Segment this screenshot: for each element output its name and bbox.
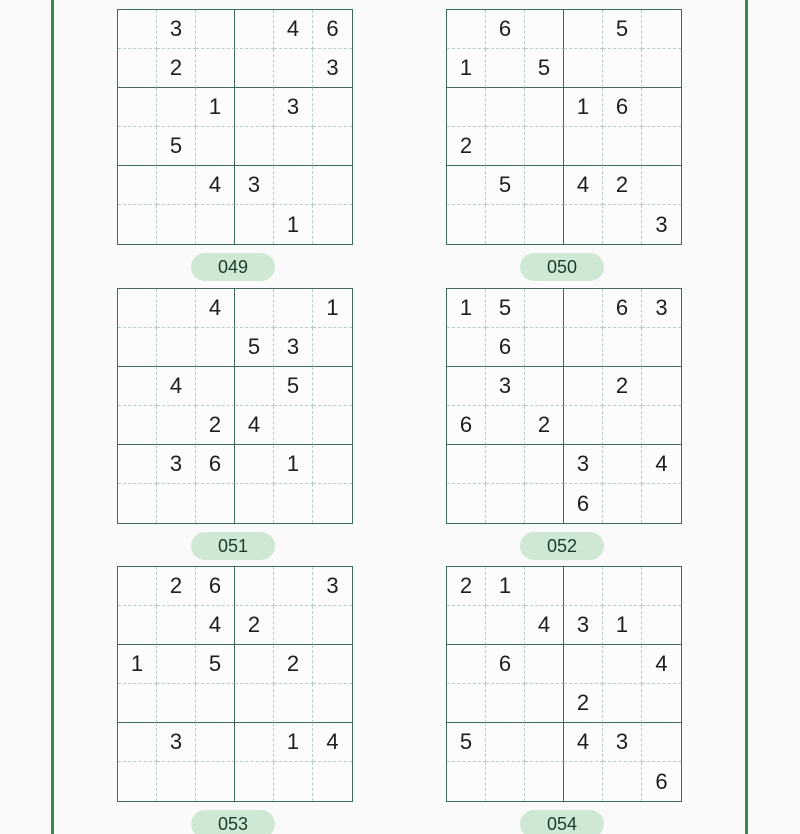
sudoku-cell-r1-c3[interactable] xyxy=(525,10,564,49)
sudoku-cell-r4-c1: 6 xyxy=(447,406,486,445)
sudoku-cell-r3-c2: 4 xyxy=(157,367,196,406)
sudoku-cell-r3-c4[interactable] xyxy=(564,367,603,406)
sudoku-cell-r1-c4[interactable] xyxy=(564,567,603,606)
sudoku-cell-r5-c5[interactable] xyxy=(603,445,642,484)
sudoku-cell-r5-c3: 6 xyxy=(196,445,235,484)
sudoku-cell-r1-c3[interactable] xyxy=(525,567,564,606)
sudoku-cell-r6-c5[interactable] xyxy=(274,484,313,523)
sudoku-cell-r5-c2[interactable] xyxy=(486,445,525,484)
sudoku-cell-r3-c5: 2 xyxy=(603,367,642,406)
sudoku-cell-r1-c4[interactable] xyxy=(235,567,274,606)
sudoku-cell-r4-c5[interactable] xyxy=(603,684,642,723)
sudoku-cell-r6-c3[interactable] xyxy=(196,205,235,244)
sudoku-cell-r3-c2[interactable] xyxy=(157,645,196,684)
sudoku-cell-r2-c4: 3 xyxy=(564,606,603,645)
sudoku-cell-r6-c1[interactable] xyxy=(118,484,157,523)
sudoku-cell-r1-c4[interactable] xyxy=(564,289,603,328)
sudoku-puzzle-052 xyxy=(446,288,682,556)
sudoku-cell-r4-c2[interactable] xyxy=(486,684,525,723)
sudoku-cell-r4-c1: 2 xyxy=(447,127,486,166)
sudoku-cell-r1-c6: 1 xyxy=(313,289,352,328)
sudoku-cell-r6-c2[interactable] xyxy=(486,484,525,523)
sudoku-cell-r6-c2[interactable] xyxy=(157,762,196,801)
sudoku-cell-r4-c3[interactable] xyxy=(196,684,235,723)
sudoku-cell-r4-c5[interactable] xyxy=(274,127,313,166)
sudoku-cell-r5-c2: 3 xyxy=(157,445,196,484)
sudoku-cell-r2-c5[interactable] xyxy=(603,328,642,367)
sudoku-cell-r3-c3[interactable] xyxy=(525,367,564,406)
sudoku-cell-r1-c5: 5 xyxy=(603,10,642,49)
sudoku-cell-r4-c3: 2 xyxy=(525,406,564,445)
sudoku-cell-r1-c6[interactable] xyxy=(642,10,681,49)
sudoku-cell-r3-c5: 5 xyxy=(274,367,313,406)
sudoku-cell-r2-c2[interactable] xyxy=(486,49,525,88)
sudoku-cell-r3-c4: 1 xyxy=(564,88,603,127)
sudoku-cell-r6-c6[interactable] xyxy=(313,205,352,244)
sudoku-cell-r1-c1[interactable] xyxy=(118,10,157,49)
sudoku-cell-r1-c4[interactable] xyxy=(235,10,274,49)
sudoku-cell-r6-c6: 3 xyxy=(655,211,668,237)
sudoku-cell-r1-c2: 2 xyxy=(157,567,196,606)
sudoku-cell-r1-c2: 3 xyxy=(157,10,196,49)
sudoku-cell-r5-c2[interactable] xyxy=(486,723,525,762)
border-line-left xyxy=(51,0,54,834)
sudoku-cell-r6-c4: 6 xyxy=(564,484,603,523)
sudoku-cell-r6-c3[interactable] xyxy=(196,484,235,523)
sudoku-cell-r5-c3[interactable] xyxy=(525,166,564,205)
sudoku-cell-r2-c2[interactable] xyxy=(157,606,196,645)
sudoku-grid xyxy=(446,288,682,524)
sudoku-puzzle-054 xyxy=(446,566,682,834)
sudoku-cell-r6-c3[interactable] xyxy=(525,484,564,523)
sudoku-cell-r2-c1[interactable] xyxy=(447,328,486,367)
sudoku-cell-r3-c4[interactable] xyxy=(235,367,274,406)
sudoku-puzzle-053 xyxy=(117,566,353,834)
sudoku-cell-r3-c1[interactable] xyxy=(447,645,486,684)
sudoku-cell-r3-c1[interactable] xyxy=(118,367,157,406)
sudoku-cell-r3-c3[interactable] xyxy=(196,367,235,406)
sudoku-cell-r4-c4[interactable] xyxy=(235,684,274,723)
sudoku-cell-r2-c5[interactable] xyxy=(274,606,313,645)
sudoku-cell-r4-c4[interactable] xyxy=(564,127,603,166)
sudoku-cell-r1-c4[interactable] xyxy=(235,289,274,328)
sudoku-cell-r2-c2: 2 xyxy=(157,49,196,88)
sudoku-cell-r4-c6[interactable] xyxy=(642,684,681,723)
sudoku-grid xyxy=(446,566,682,802)
sudoku-puzzle-050 xyxy=(446,9,682,277)
sudoku-cell-r1-c6[interactable] xyxy=(642,567,681,606)
sudoku-cell-r4-c4[interactable] xyxy=(564,406,603,445)
puzzle-number-label: 049 xyxy=(191,253,275,281)
sudoku-cell-r1-c3: 4 xyxy=(196,289,235,328)
sudoku-cell-r6-c2[interactable] xyxy=(157,484,196,523)
sudoku-cell-r4-c3: 2 xyxy=(196,406,235,445)
sudoku-cell-r3-c3: 5 xyxy=(196,645,235,684)
sudoku-cell-r6-c1[interactable] xyxy=(118,205,157,244)
sudoku-cell-r3-c4[interactable] xyxy=(564,645,603,684)
sudoku-cell-r1-c1[interactable] xyxy=(118,289,157,328)
sudoku-cell-r5-c4[interactable] xyxy=(235,445,274,484)
sudoku-cell-r4-c4: 2 xyxy=(564,684,603,723)
sudoku-cell-r2-c6[interactable] xyxy=(313,606,352,645)
sudoku-cell-r6-c1[interactable] xyxy=(447,205,486,244)
border-line-right xyxy=(745,0,748,834)
sudoku-cell-r4-c2[interactable] xyxy=(486,127,525,166)
sudoku-cell-r5-c2: 3 xyxy=(157,723,196,762)
sudoku-cell-r1-c2: 5 xyxy=(486,289,525,328)
sudoku-cell-r1-c1[interactable] xyxy=(118,567,157,606)
sudoku-cell-r6-c3[interactable] xyxy=(525,205,564,244)
sudoku-cell-r6-c4[interactable] xyxy=(235,205,274,244)
sudoku-cell-r2-c1: 1 xyxy=(447,49,486,88)
sudoku-cell-r2-c1[interactable] xyxy=(447,606,486,645)
sudoku-cell-r4-c6[interactable] xyxy=(642,127,681,166)
sudoku-cell-r5-c1: 5 xyxy=(447,723,486,762)
sudoku-cell-r1-c1: 1 xyxy=(447,289,486,328)
sudoku-cell-r5-c2: 5 xyxy=(486,166,525,205)
sudoku-cell-r5-c3[interactable] xyxy=(525,445,564,484)
sudoku-cell-r6-c4[interactable] xyxy=(564,205,603,244)
sudoku-cell-r4-c6[interactable] xyxy=(642,406,681,445)
sudoku-cell-r6-c5[interactable] xyxy=(603,762,642,801)
sudoku-grid xyxy=(446,9,682,245)
sudoku-cell-r3-c6[interactable] xyxy=(313,88,352,127)
sudoku-cell-r5-c4: 3 xyxy=(235,166,274,205)
sudoku-cell-r3-c5[interactable] xyxy=(603,645,642,684)
sudoku-cell-r4-c2[interactable] xyxy=(157,684,196,723)
sudoku-cell-r3-c5: 6 xyxy=(603,88,642,127)
sudoku-cell-r2-c5[interactable] xyxy=(603,49,642,88)
sudoku-cell-r6-c1[interactable] xyxy=(447,484,486,523)
sudoku-cell-r3-c2: 6 xyxy=(486,645,525,684)
sudoku-cell-r6-c1[interactable] xyxy=(118,762,157,801)
sudoku-cell-r6-c5: 1 xyxy=(274,205,313,244)
sudoku-cell-r1-c2: 6 xyxy=(486,10,525,49)
sudoku-cell-r4-c5[interactable] xyxy=(603,127,642,166)
sudoku-cell-r5-c1[interactable] xyxy=(447,445,486,484)
sudoku-cell-r2-c4[interactable] xyxy=(564,49,603,88)
sudoku-cell-r2-c6[interactable] xyxy=(313,328,352,367)
sudoku-cell-r2-c3[interactable] xyxy=(525,328,564,367)
sudoku-cell-r1-c5[interactable] xyxy=(274,567,313,606)
sudoku-cell-r4-c6[interactable] xyxy=(313,684,352,723)
sudoku-cell-r1-c4[interactable] xyxy=(564,10,603,49)
sudoku-cell-r4-c6[interactable] xyxy=(313,127,352,166)
sudoku-cell-r2-c5: 3 xyxy=(274,328,313,367)
sudoku-cell-r5-c6[interactable] xyxy=(313,445,352,484)
sudoku-cell-r2-c5: 1 xyxy=(603,606,642,645)
sudoku-cell-r4-c6[interactable] xyxy=(313,406,352,445)
sudoku-cell-r3-c1[interactable] xyxy=(118,88,157,127)
sudoku-grid xyxy=(117,566,353,802)
sudoku-cell-r2-c4[interactable] xyxy=(564,328,603,367)
sudoku-cell-r4-c1[interactable] xyxy=(118,127,157,166)
sudoku-cell-r3-c6[interactable] xyxy=(313,367,352,406)
sudoku-cell-r6-c6[interactable] xyxy=(313,484,352,523)
sudoku-cell-r2-c1[interactable] xyxy=(118,49,157,88)
sudoku-cell-r5-c1[interactable] xyxy=(447,166,486,205)
sudoku-cell-r3-c5: 3 xyxy=(274,88,313,127)
sudoku-cell-r4-c1[interactable] xyxy=(118,684,157,723)
sudoku-cell-r1-c1: 2 xyxy=(447,567,486,606)
sudoku-cell-r6-c2[interactable] xyxy=(486,205,525,244)
sudoku-cell-r1-c3[interactable] xyxy=(196,10,235,49)
sudoku-grid xyxy=(117,288,353,524)
sudoku-cell-r1-c2[interactable] xyxy=(157,289,196,328)
sudoku-cell-r2-c6[interactable] xyxy=(642,606,681,645)
sudoku-grid xyxy=(117,9,353,245)
puzzle-number-label: 054 xyxy=(520,810,604,834)
sudoku-cell-r1-c3: 6 xyxy=(196,567,235,606)
sudoku-cell-r2-c3: 4 xyxy=(525,606,564,645)
sudoku-cell-r2-c6: 3 xyxy=(313,49,352,88)
sudoku-cell-r4-c1[interactable] xyxy=(447,684,486,723)
sudoku-cell-r6-c3[interactable] xyxy=(196,762,235,801)
sudoku-cell-r5-c4: 4 xyxy=(564,166,603,205)
sudoku-cell-r2-c5[interactable] xyxy=(274,49,313,88)
sudoku-cell-r5-c1[interactable] xyxy=(118,723,157,762)
sudoku-cell-r4-c3[interactable] xyxy=(525,684,564,723)
sudoku-cell-r6-c5[interactable] xyxy=(274,762,313,801)
sudoku-cell-r4-c1[interactable] xyxy=(118,406,157,445)
sudoku-cell-r6-c4[interactable] xyxy=(235,484,274,523)
sudoku-cell-r5-c6[interactable] xyxy=(313,166,352,205)
puzzle-number-label: 053 xyxy=(191,810,275,834)
sudoku-cell-r5-c5: 2 xyxy=(603,166,642,205)
puzzle-number-label: 051 xyxy=(191,532,275,560)
sudoku-cell-r2-c3[interactable] xyxy=(196,49,235,88)
sudoku-cell-r1-c5[interactable] xyxy=(603,567,642,606)
sudoku-cell-r1-c6: 3 xyxy=(313,567,352,606)
sudoku-cell-r4-c5[interactable] xyxy=(603,406,642,445)
sudoku-cell-r1-c6: 6 xyxy=(313,10,352,49)
sudoku-cell-r3-c1[interactable] xyxy=(447,88,486,127)
sudoku-cell-r5-c2[interactable] xyxy=(157,166,196,205)
sudoku-cell-r1-c6: 3 xyxy=(642,289,681,328)
puzzle-number-label: 052 xyxy=(520,532,604,560)
sudoku-cell-r3-c4[interactable] xyxy=(235,645,274,684)
sudoku-cell-r5-c6: 4 xyxy=(313,723,352,762)
sudoku-cell-r6-c4[interactable] xyxy=(235,762,274,801)
sudoku-cell-r5-c3[interactable] xyxy=(525,723,564,762)
sudoku-cell-r3-c2: 3 xyxy=(486,367,525,406)
sudoku-cell-r1-c5: 6 xyxy=(603,289,642,328)
sudoku-cell-r5-c4[interactable] xyxy=(235,723,274,762)
sudoku-cell-r3-c2[interactable] xyxy=(157,88,196,127)
sudoku-cell-r5-c5: 1 xyxy=(274,723,313,762)
sudoku-cell-r2-c6[interactable] xyxy=(642,328,681,367)
sudoku-cell-r1-c5: 4 xyxy=(274,10,313,49)
sudoku-cell-r3-c4[interactable] xyxy=(235,88,274,127)
sudoku-cell-r6-c6: 6 xyxy=(655,768,668,794)
sudoku-cell-r6-c6[interactable] xyxy=(642,484,681,523)
sudoku-cell-r2-c4: 5 xyxy=(235,328,274,367)
sudoku-cell-r2-c1[interactable] xyxy=(118,328,157,367)
sudoku-cell-r2-c4[interactable] xyxy=(235,49,274,88)
sudoku-cell-r5-c1[interactable] xyxy=(118,166,157,205)
sudoku-cell-r6-c5[interactable] xyxy=(603,484,642,523)
sudoku-cell-r3-c6: 4 xyxy=(642,645,681,684)
sudoku-cell-r6-c5[interactable] xyxy=(603,205,642,244)
sudoku-cell-r2-c1[interactable] xyxy=(118,606,157,645)
sudoku-cell-r6-c2[interactable] xyxy=(486,762,525,801)
sudoku-cell-r4-c5[interactable] xyxy=(274,406,313,445)
sudoku-cell-r4-c4: 4 xyxy=(235,406,274,445)
sudoku-cell-r6-c1[interactable] xyxy=(447,762,486,801)
sudoku-cell-r6-c2[interactable] xyxy=(157,205,196,244)
sudoku-cell-r5-c5: 3 xyxy=(603,723,642,762)
sudoku-cell-r3-c6[interactable] xyxy=(313,645,352,684)
sudoku-cell-r5-c5: 1 xyxy=(274,445,313,484)
sudoku-cell-r1-c2: 1 xyxy=(486,567,525,606)
sudoku-cell-r3-c6[interactable] xyxy=(642,367,681,406)
sudoku-puzzle-049 xyxy=(117,9,353,277)
sudoku-cell-r5-c1[interactable] xyxy=(118,445,157,484)
sudoku-puzzle-051 xyxy=(117,288,353,556)
sudoku-cell-r2-c3[interactable] xyxy=(196,328,235,367)
sudoku-cell-r4-c2[interactable] xyxy=(157,406,196,445)
sudoku-cell-r3-c3: 1 xyxy=(196,88,235,127)
sudoku-cell-r6-c3[interactable] xyxy=(525,762,564,801)
sudoku-cell-r1-c5[interactable] xyxy=(274,289,313,328)
sudoku-cell-r2-c6[interactable] xyxy=(642,49,681,88)
sudoku-cell-r5-c6[interactable] xyxy=(642,723,681,762)
sudoku-cell-r4-c3[interactable] xyxy=(525,127,564,166)
sudoku-cell-r5-c6[interactable] xyxy=(642,166,681,205)
sudoku-cell-r1-c1[interactable] xyxy=(447,10,486,49)
sudoku-cell-r5-c4: 3 xyxy=(564,445,603,484)
sudoku-cell-r4-c2: 5 xyxy=(157,127,196,166)
sudoku-cell-r3-c1[interactable] xyxy=(447,367,486,406)
puzzle-number-label: 050 xyxy=(520,253,604,281)
sudoku-cell-r3-c6[interactable] xyxy=(642,88,681,127)
sudoku-cell-r4-c2[interactable] xyxy=(486,406,525,445)
sudoku-cell-r5-c3: 4 xyxy=(196,166,235,205)
sudoku-cell-r3-c1: 1 xyxy=(118,645,157,684)
sudoku-cell-r2-c4: 2 xyxy=(235,606,274,645)
sudoku-cell-r6-c4[interactable] xyxy=(564,762,603,801)
sudoku-cell-r3-c3[interactable] xyxy=(525,645,564,684)
sudoku-cell-r1-c3[interactable] xyxy=(525,289,564,328)
sudoku-cell-r2-c2[interactable] xyxy=(157,328,196,367)
sudoku-cell-r4-c3[interactable] xyxy=(196,127,235,166)
sudoku-cell-r2-c3: 4 xyxy=(196,606,235,645)
sudoku-cell-r3-c3[interactable] xyxy=(525,88,564,127)
sudoku-cell-r3-c5: 2 xyxy=(274,645,313,684)
sudoku-cell-r5-c3[interactable] xyxy=(196,723,235,762)
sudoku-cell-r5-c5[interactable] xyxy=(274,166,313,205)
sudoku-cell-r2-c2[interactable] xyxy=(486,606,525,645)
sudoku-cell-r2-c3: 5 xyxy=(525,49,564,88)
sudoku-cell-r4-c5[interactable] xyxy=(274,684,313,723)
sudoku-cell-r2-c2: 6 xyxy=(486,328,525,367)
sudoku-cell-r4-c4[interactable] xyxy=(235,127,274,166)
sudoku-cell-r6-c6[interactable] xyxy=(313,762,352,801)
sudoku-cell-r5-c4: 4 xyxy=(564,723,603,762)
sudoku-cell-r3-c2[interactable] xyxy=(486,88,525,127)
sudoku-cell-r5-c6: 4 xyxy=(642,445,681,484)
